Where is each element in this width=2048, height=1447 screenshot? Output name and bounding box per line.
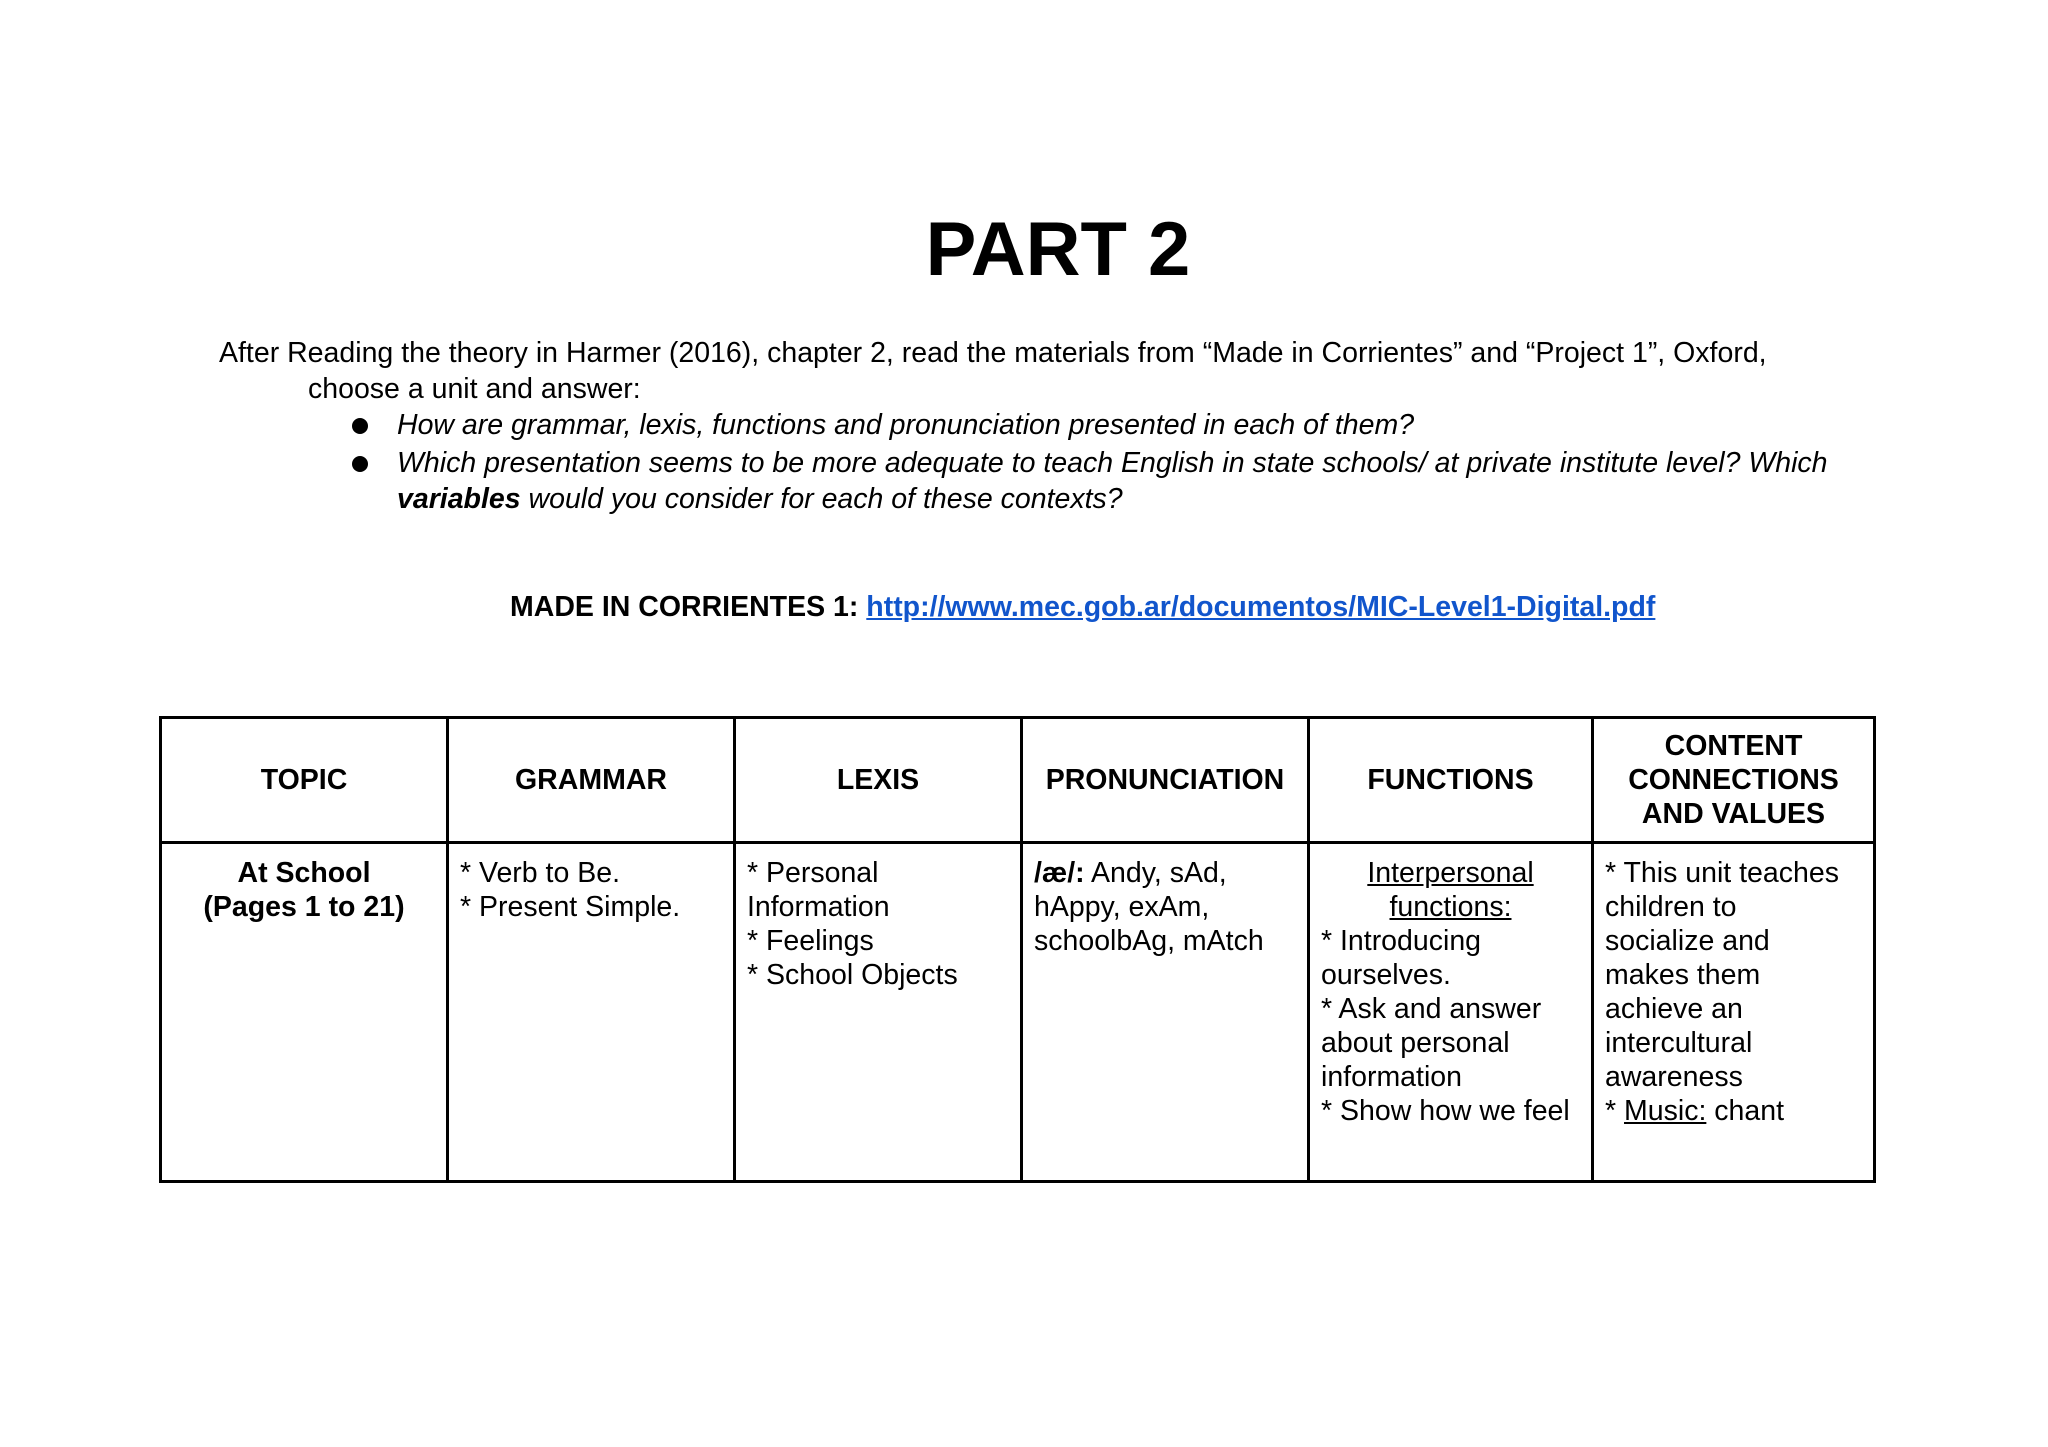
resource-link[interactable]: http://www.mec.gob.ar/documentos/MIC-Level1-Digital.pdf [866,591,1656,623]
functions-item: * Ask and answer [1321,993,1542,1025]
header-topic: TOPIC [161,718,448,843]
cell-pronunciation [1022,843,1309,1182]
question-text: Which presentation seems to be more adequate to teach English in state schools/ at private institute level? Which [397,447,1828,479]
unit-analysis-table [159,716,1876,1183]
page-title: PART 2 [925,207,1191,292]
content-prefix: * [1605,1095,1625,1127]
functions-item: * Introducing [1321,925,1482,957]
cell-grammar [448,843,735,1182]
resource-line [510,589,1655,625]
functions-heading: Interpersonal [1367,857,1534,889]
header-content-line: CONNECTIONS [1628,764,1839,796]
content-item: * This unit teaches [1605,857,1839,889]
lexis-item: Information [747,891,890,923]
lexis-item: * School Objects [747,959,958,991]
topic-line: (Pages 1 to 21) [203,891,405,923]
cell-topic [161,843,448,1182]
header-content [1593,718,1875,843]
pronunciation-words: Andy, sAd, [1084,857,1227,889]
header-content-line: AND VALUES [1641,798,1826,830]
bullet-icon [352,456,368,472]
question-item [352,445,1912,517]
grammar-item: * Verb to Be. [460,857,621,889]
lexis-item: * Personal [747,857,879,889]
question-emphasis: variables [397,483,521,515]
content-item: children to [1605,891,1737,923]
content-item: achieve an [1605,993,1743,1025]
functions-item: information [1321,1061,1462,1093]
content-item: intercultural [1605,1027,1753,1059]
header-pronunciation: PRONUNCIATION [1022,718,1309,843]
question-list [352,407,1912,517]
pronunciation-words: hAppy, exAm, [1034,891,1210,923]
cell-functions [1309,843,1593,1182]
content-music-value: chant [1706,1095,1784,1127]
pronunciation-words: schoolbAg, mAtch [1034,925,1264,957]
question-text: would you consider for each of these contexts? [520,483,1123,515]
content-item [1605,1094,1862,1128]
question-item [352,407,1912,443]
header-lexis: LEXIS [735,718,1022,843]
cell-lexis [735,843,1022,1182]
content-music-label: Music: [1624,1095,1707,1127]
table-row [161,843,1875,1182]
topic-line: At School [237,857,371,889]
functions-heading: functions: [1389,891,1512,923]
intro-paragraph [219,335,1859,407]
lexis-item: * Feelings [747,925,874,957]
grammar-item: * Present Simple. [460,891,681,923]
phoneme-symbol: /æ/: [1034,857,1085,889]
content-item: socialize and [1605,925,1770,957]
functions-item: ourselves. [1321,959,1451,991]
header-functions: FUNCTIONS [1309,718,1593,843]
functions-item: about personal [1321,1027,1510,1059]
intro-line-2: choose a unit and answer: [308,373,641,405]
functions-item: * Show how we feel [1321,1095,1570,1127]
header-grammar: GRAMMAR [448,718,735,843]
resource-label: MADE IN CORRIENTES 1: [510,591,859,623]
content-item: awareness [1605,1061,1743,1093]
header-content-line: CONTENT [1664,730,1803,762]
question-text: How are grammar, lexis, functions and pronunciation presented in each of them? [397,409,1415,441]
intro-line-1: After Reading the theory in Harmer (2016), chapter 2, read the materials from “Made in Corrientes” and “Project 1”, Oxford, [219,337,1767,369]
content-item: makes them [1605,959,1761,991]
table-header-row [161,718,1875,843]
bullet-icon [352,418,368,434]
cell-content [1593,843,1875,1182]
